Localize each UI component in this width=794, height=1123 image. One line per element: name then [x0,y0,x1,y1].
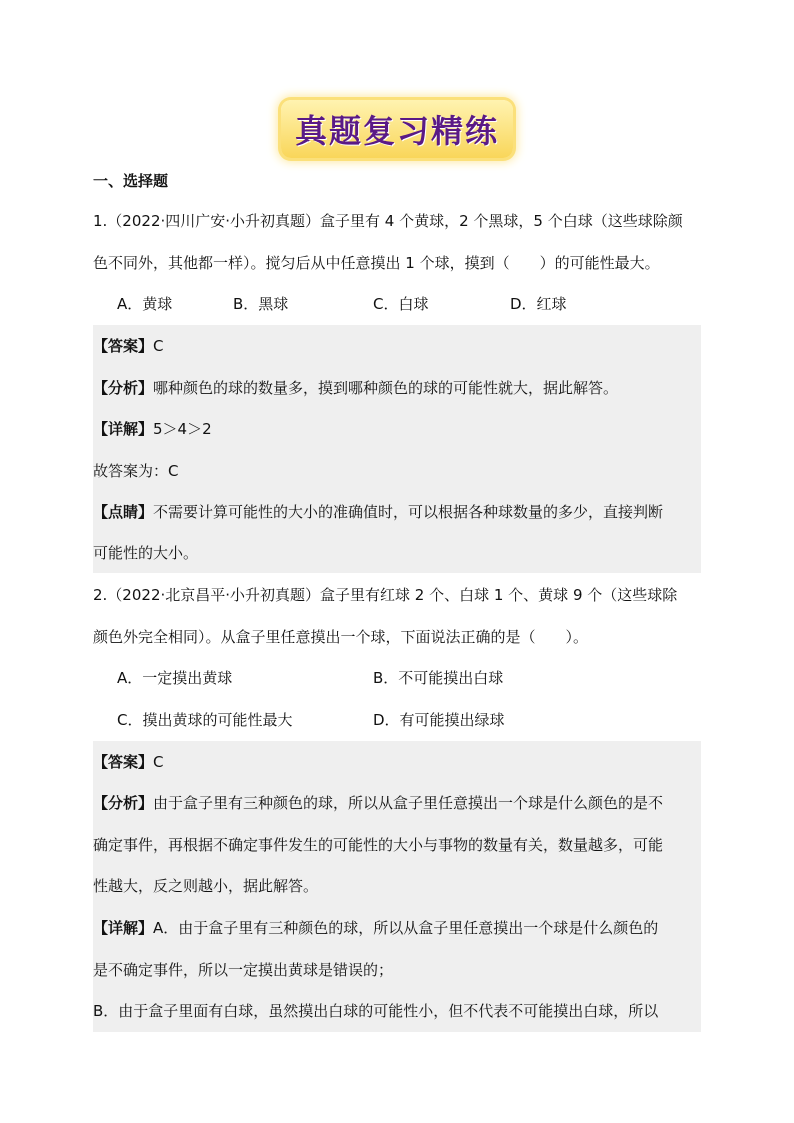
q2-detail-line2: 是不确定事件，所以一定摸出黄球是错误的； [93,961,394,979]
q1-option-b: B．黑球 [233,295,289,313]
comment-label: 【点睛】 [93,503,154,521]
q2-option-b: B．不可能摸出白球 [373,669,504,687]
page-title: 真题复习精练 [281,100,513,158]
q1-option-a: A．黄球 [117,295,173,313]
q1-stem-line1: 1.（2022·四川广安·小升初真题）盒子里有 4 个黄球，2 个黑球，5 个白球（这些球除颜 [93,212,683,230]
q2-detail-line1 [93,918,703,938]
section-heading: 一、选择题 [93,172,169,190]
q1-stem-line2: 色不同外，其他都一样）。搅匀后从中任意摸出 1 个球，摸到（ ）的可能性最大。 [93,254,660,272]
detail-text: 5＞4＞2 [153,420,212,438]
analysis-text: 由于盒子里有三种颜色的球，所以从盒子里任意摸出一个球是什么颜色的是不 [153,794,664,812]
answer-label: 【答案】 [93,753,154,771]
q1-analysis [93,378,703,398]
detail-label: 【详解】 [93,420,154,438]
answer-value: C [153,337,164,355]
q2-detail-line3: B．由于盒子里面有白球，虽然摸出白球的可能性小，但不代表不可能摸出白球，所以 [93,1002,659,1020]
answer-value: C [153,753,164,771]
q2-analysis-line2: 确定事件，再根据不确定事件发生的可能性的大小与事物的数量有关，数量越多，可能 [93,836,664,854]
q1-conclusion: 故答案为：C [93,462,179,480]
q1-answer [93,336,703,356]
title-banner [0,100,794,158]
comment-text: 不需要计算可能性的大小的准确值时，可以根据各种球数量的多少，直接判断 [153,503,664,521]
q1-answer-block [93,325,701,573]
answer-label: 【答案】 [93,337,154,355]
q2-analysis-line3: 性越大，反之则越小，据此解答。 [93,877,319,895]
q1-option-c: C．白球 [373,295,429,313]
detail-label: 【详解】 [93,919,154,937]
q1-comment-line1 [93,502,703,522]
q1-detail [93,419,703,439]
q2-option-a: A．一定摸出黄球 [117,669,233,687]
q2-stem-line1: 2.（2022·北京昌平·小升初真题）盒子里有红球 2 个、白球 1 个、黄球 9 个（这些球除 [93,586,678,604]
analysis-label: 【分析】 [93,794,154,812]
q1-option-d: D．红球 [510,295,567,313]
q2-analysis-line1 [93,793,703,813]
q2-option-d: D．有可能摸出绿球 [373,711,505,729]
q1-comment-line2: 可能性的大小。 [93,544,199,562]
q2-answer [93,752,703,772]
q2-option-c: C．摸出黄球的可能性最大 [117,711,293,729]
q2-stem-line2: 颜色外完全相同）。从盒子里任意摸出一个球，下面说法正确的是（ ）。 [93,628,589,646]
analysis-label: 【分析】 [93,379,154,397]
detail-text: A．由于盒子里有三种颜色的球，所以从盒子里任意摸出一个球是什么颜色的 [153,919,659,937]
analysis-text: 哪种颜色的球的数量多，摸到哪种颜色的球的可能性就大，据此解答。 [153,379,619,397]
